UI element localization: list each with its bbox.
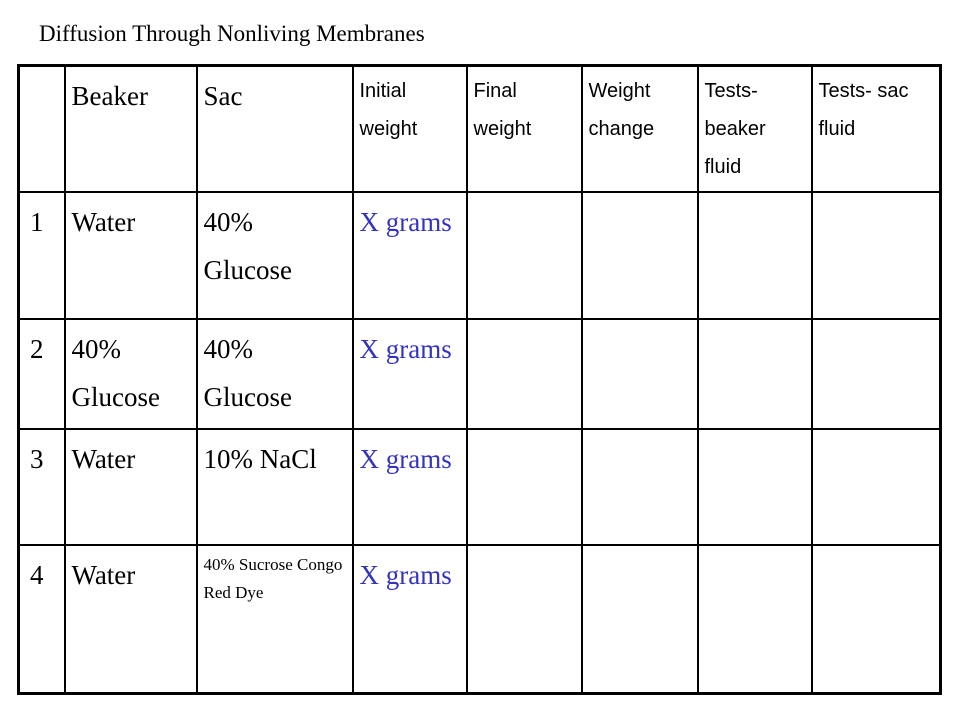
diffusion-table — [17, 64, 942, 695]
initial-weight-cell: X grams — [353, 545, 467, 694]
sac-cell: 40% Glucose — [197, 319, 353, 429]
table-row — [19, 319, 941, 429]
tests-sac-cell — [812, 192, 941, 319]
initial-weight-cell: X grams — [353, 192, 467, 319]
tests-sac-cell — [812, 319, 941, 429]
header-tests-beaker-fluid: Tests- beaker fluid — [698, 66, 812, 192]
header-weight-change: Weight change — [582, 66, 698, 192]
header-index-cell — [19, 66, 65, 192]
tests-beaker-cell — [698, 192, 812, 319]
table-row — [19, 429, 941, 545]
beaker-cell: Water — [65, 192, 197, 319]
beaker-cell: Water — [65, 545, 197, 694]
weight-change-cell — [582, 429, 698, 545]
sac-cell: 10% NaCl — [197, 429, 353, 545]
header-sac: Sac — [197, 66, 353, 192]
beaker-cell: 40% Glucose — [65, 319, 197, 429]
table-row — [19, 545, 941, 694]
tests-beaker-cell — [698, 319, 812, 429]
final-weight-cell — [467, 545, 582, 694]
tests-sac-cell — [812, 429, 941, 545]
slide-title: Diffusion Through Nonliving Membranes — [39, 21, 425, 46]
tests-beaker-cell — [698, 545, 812, 694]
sac-cell: 40% Sucrose Congo Red Dye — [197, 545, 353, 694]
header-initial-weight: Initial weight — [353, 66, 467, 192]
weight-change-cell — [582, 192, 698, 319]
sac-cell: 40% Glucose — [197, 192, 353, 319]
row-number: 4 — [19, 545, 65, 694]
header-tests-sac-fluid: Tests- sac fluid — [812, 66, 941, 192]
row-number: 2 — [19, 319, 65, 429]
header-row — [19, 66, 941, 192]
final-weight-cell — [467, 319, 582, 429]
final-weight-cell — [467, 192, 582, 319]
tests-sac-cell — [812, 545, 941, 694]
row-number: 3 — [19, 429, 65, 545]
header-beaker: Beaker — [65, 66, 197, 192]
beaker-cell: Water — [65, 429, 197, 545]
initial-weight-cell: X grams — [353, 319, 467, 429]
header-final-weight: Final weight — [467, 66, 582, 192]
initial-weight-cell: X grams — [353, 429, 467, 545]
tests-beaker-cell — [698, 429, 812, 545]
final-weight-cell — [467, 429, 582, 545]
weight-change-cell — [582, 319, 698, 429]
table-row — [19, 192, 941, 319]
row-number: 1 — [19, 192, 65, 319]
weight-change-cell — [582, 545, 698, 694]
